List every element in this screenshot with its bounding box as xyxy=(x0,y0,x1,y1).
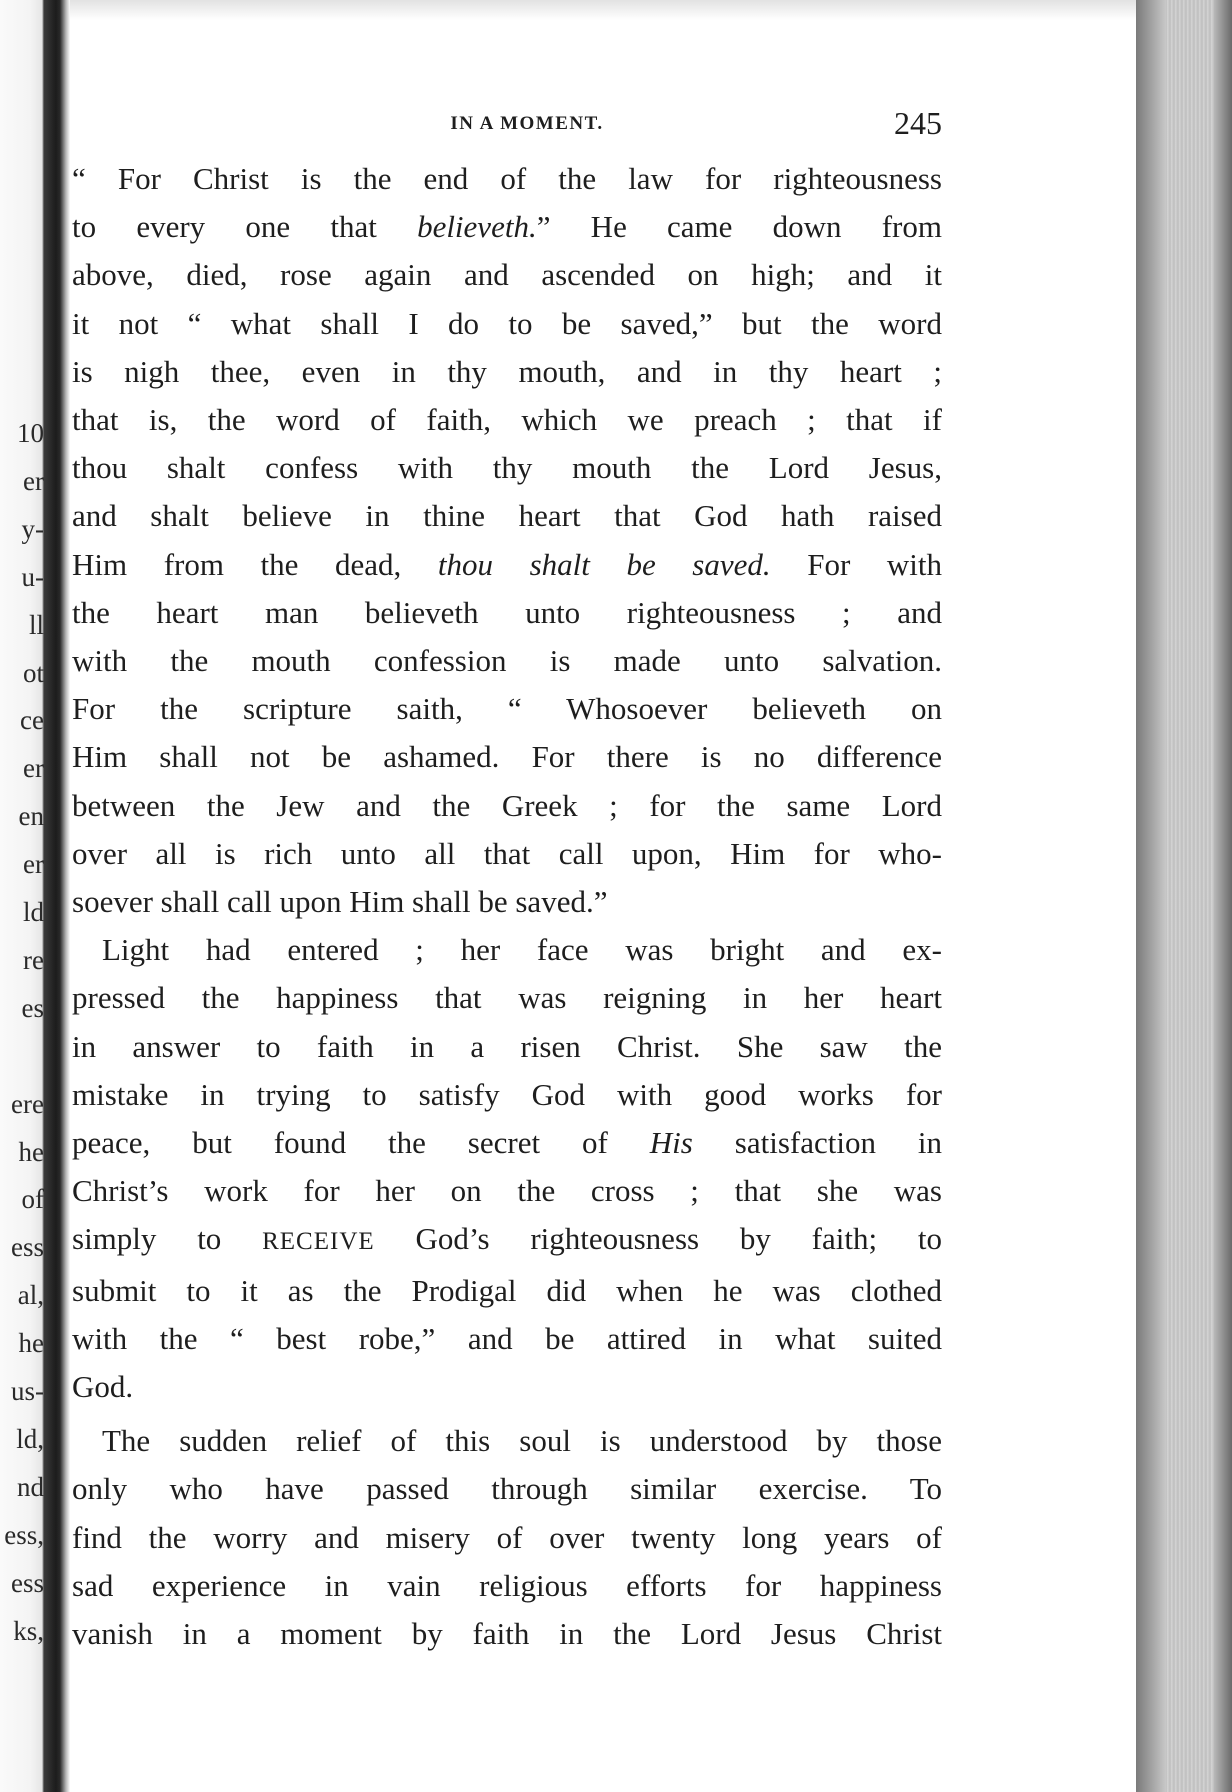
facing-page-fragment: ld, xyxy=(16,1424,44,1455)
page-header xyxy=(72,105,942,155)
running-head: IN A MOMENT. xyxy=(450,113,604,134)
text-line: simply to RECEIVE God’s righteousness by faith; to xyxy=(72,1221,942,1257)
facing-page-fragment: ere xyxy=(11,1088,44,1119)
facing-page-fragment: es xyxy=(21,992,44,1023)
facing-page-fragment: us- xyxy=(11,1376,44,1407)
facing-page-fragment: ks, xyxy=(13,1615,44,1646)
text-line: and shalt believe in thine heart that God hath raised xyxy=(72,498,942,534)
text-line: above, died, rose again and ascended on high; and it xyxy=(72,257,942,293)
text-line: that is, the word of faith, which we preach ; that if xyxy=(72,402,942,438)
emphasis-text: thou shalt be saved. xyxy=(437,546,771,582)
text-line: The sudden relief of this soul is understood by those xyxy=(102,1423,942,1459)
text-line: between the Jew and the Greek ; for the same Lord xyxy=(72,787,942,823)
text-line: submit to it as the Prodigal did when he was clothed xyxy=(72,1272,942,1308)
book-block-edge xyxy=(1136,0,1232,1792)
text-line: the heart man believeth unto righteousness ; and xyxy=(72,594,942,630)
text-line: Christ’s work for her on the cross ; that she was xyxy=(72,1173,942,1209)
text-line: is nigh thee, even in thy mouth, and in thy heart ; xyxy=(72,353,942,389)
text-line: find the worry and misery of over twenty long years of xyxy=(72,1519,942,1555)
text-line: “ For Christ is the end of the law for righteousness xyxy=(72,161,942,196)
text-line: with the mouth confession is made unto salvation. xyxy=(72,643,942,679)
facing-page-fragment: ld xyxy=(22,897,44,928)
text-line: sad experience in vain religious efforts for happiness xyxy=(72,1567,942,1603)
text-line: Light had entered ; her face was bright and ex- xyxy=(102,932,942,968)
facing-page-fragment: ess xyxy=(11,1232,44,1263)
text-line: peace, but found the secret of His satisfaction in xyxy=(72,1125,942,1161)
emphasis-text: believeth. xyxy=(417,209,537,245)
page-number: 245 xyxy=(894,105,942,141)
text-line: Him shall not be ashamed. For there is no difference xyxy=(72,739,942,775)
facing-page-fragment: ot xyxy=(22,657,44,688)
book-page xyxy=(72,105,942,1658)
text-line: over all is rich unto all that call upon, Him for who- xyxy=(72,835,942,871)
text-line: vanish in a moment by faith in the Lord Jesus Christ xyxy=(72,1616,942,1652)
text-line: mistake in trying to satisfy God with good works for xyxy=(72,1076,942,1112)
text-line: in answer to faith in a risen Christ. She saw the xyxy=(72,1028,942,1064)
text-line: with the “ best robe,” and be attired in what suited xyxy=(72,1320,942,1356)
facing-page-fragment: 10 xyxy=(17,418,44,448)
emphasis-text: His xyxy=(649,1125,693,1161)
facing-page-fragment: re xyxy=(23,944,44,975)
facing-page-fragment: ess xyxy=(11,1567,44,1598)
text-line: thou shalt confess with thy mouth the Lord Jesus, xyxy=(72,450,942,486)
page-top-edge xyxy=(70,0,1136,20)
facing-page-text-fragments xyxy=(0,410,44,1656)
facing-page-fragment: er xyxy=(23,849,44,880)
facing-page-fragment: al, xyxy=(17,1280,44,1311)
text-line: it not “ what shall I do to be saved,” but the word xyxy=(72,305,942,341)
body-text xyxy=(72,155,942,1658)
facing-page-fragment: ce xyxy=(20,705,44,736)
text-line: Him from the dead, thou shalt be saved. For with xyxy=(72,546,942,582)
facing-page-fragment: er xyxy=(23,753,44,784)
facing-page-fragment: er xyxy=(23,465,44,496)
facing-page-fragment: of xyxy=(21,1184,44,1215)
facing-page-fragment: he xyxy=(18,1328,44,1359)
facing-page-fragment: ll xyxy=(28,609,44,640)
paragraph-3 xyxy=(72,1417,942,1658)
text-line: to every one that believeth.” He came down from xyxy=(72,209,942,245)
emphasis-text: RECEIVE xyxy=(262,1228,375,1256)
text-line: For the scripture saith, “ Whosoever believeth on xyxy=(72,691,942,727)
facing-page-fragment: he xyxy=(18,1136,44,1167)
facing-page-fragment: nd xyxy=(17,1471,44,1502)
text-line: pressed the happiness that was reigning in her heart xyxy=(72,980,942,1016)
facing-page-fragment: u- xyxy=(21,561,44,592)
facing-page-fragment: en xyxy=(18,801,44,832)
text-line: only who have passed through similar exercise. To xyxy=(72,1471,942,1507)
facing-page-fragment: y- xyxy=(21,513,44,544)
text-line: soever shall call upon Him shall be saved.” xyxy=(72,884,608,920)
paragraph-1 xyxy=(72,155,942,926)
gutter-shadow xyxy=(1136,0,1166,1792)
paragraph-2 xyxy=(72,926,942,1411)
facing-page-fragment: ess, xyxy=(4,1519,44,1550)
book-outer-edge xyxy=(1214,0,1232,1792)
text-line: God. xyxy=(72,1369,134,1405)
facing-page-fragment xyxy=(0,1033,44,1081)
